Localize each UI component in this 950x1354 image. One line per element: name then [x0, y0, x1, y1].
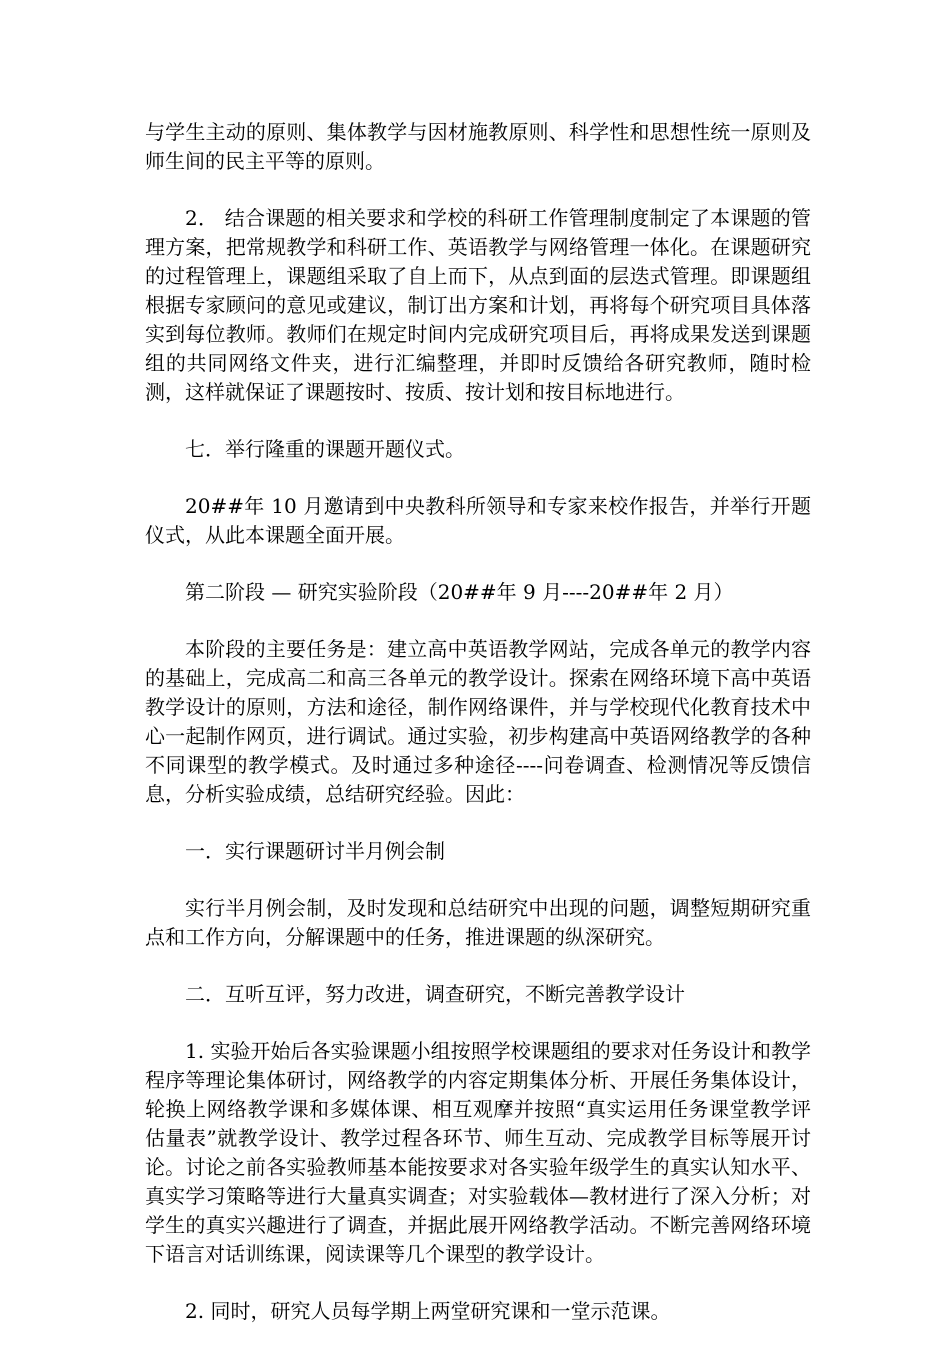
- heading-biweekly-meeting: 一．实行课题研讨半月例会制: [185, 839, 445, 863]
- paragraph-peer-review-1: 1. 实验开始后各实验课题小组按照学校课题组的要求对任务设计和教学程序等理论集体研讨，网络教学的内容定期集体分析、开展任务集体设计，轮换上网络教学课和多媒体课、相互观摩并按照“真实运用任务课堂教学评估量表”就教学设计、教学过程各环节、师生互动、完成教学目标等展开讨论。讨论之前各实验教师基本能按要求对各实验年级学生的真实认知水平、真实学习策略等进行大量真实调查；对实验载体—教材进行了深入分析；对学生的真实兴趣进行了调查，并据此展开网络教学活动。不断完善网络环境下语言对话训练课，阅读课等几个课型的教学设计。: [145, 1039, 811, 1266]
- paragraph-principles-continued: 与学生主动的原则、集体教学与因材施教原则、科学性和思想性统一原则及师生间的民主平等的原则。: [145, 120, 811, 173]
- heading-opening-ceremony: 七．举行隆重的课题开题仪式。: [185, 437, 465, 461]
- heading-peer-review: 二．互听互评，努力改进，调查研究，不断完善教学设计: [185, 982, 685, 1006]
- heading-stage-two: 第二阶段 — 研究实验阶段（20##年 9 月----20##年 2 月）: [185, 580, 734, 604]
- paragraph-management-plan: 2． 结合课题的相关要求和学校的科研工作管理制度制定了本课题的管理方案，把常规教学和科研工作、英语教学与网络管理一体化。在课题研究的过程管理上，课题组采取了自上而下，从点到面的层迭式管理。即课题组根据专家顾问的意见或建议，制订出方案和计划，再将每个研究项目具体落实到每位教师。教师们在规定时间内完成研究项目后，再将成果发送到课题组的共同网络文件夹，进行汇编整理，并即时反馈给各研究教师，随时检测，这样就保证了课题按时、按质、按计划和按目标地进行。: [145, 206, 811, 404]
- paragraph-opening-ceremony: 20##年 10 月邀请到中央教科所领导和专家来校作报告，并举行开题仪式，从此本课题全面开展。: [145, 494, 811, 547]
- paragraph-biweekly-meeting: 实行半月例会制，及时发现和总结研究中出现的问题，调整短期研究重点和工作方向，分解课题中的任务，推进课题的纵深研究。: [145, 896, 811, 949]
- paragraph-peer-review-2: 2. 同时，研究人员每学期上两堂研究课和一堂示范课。: [185, 1299, 671, 1323]
- paragraph-stage-two-tasks: 本阶段的主要任务是：建立高中英语教学网站，完成各单元的教学内容的基础上，完成高二和高三各单元的教学设计。探索在网络环境下高中英语教学设计的原则，方法和途径，制作网络课件，并与学校现代化教育技术中心一起制作网页，进行调试。通过实验，初步构建高中英语网络教学的各种不同课型的教学模式。及时通过多种途径----问卷调查、检测情况等反馈信息，分析实验成绩，总结研究经验。因此：: [145, 637, 811, 806]
- document-page: [145, 118, 811, 1354]
